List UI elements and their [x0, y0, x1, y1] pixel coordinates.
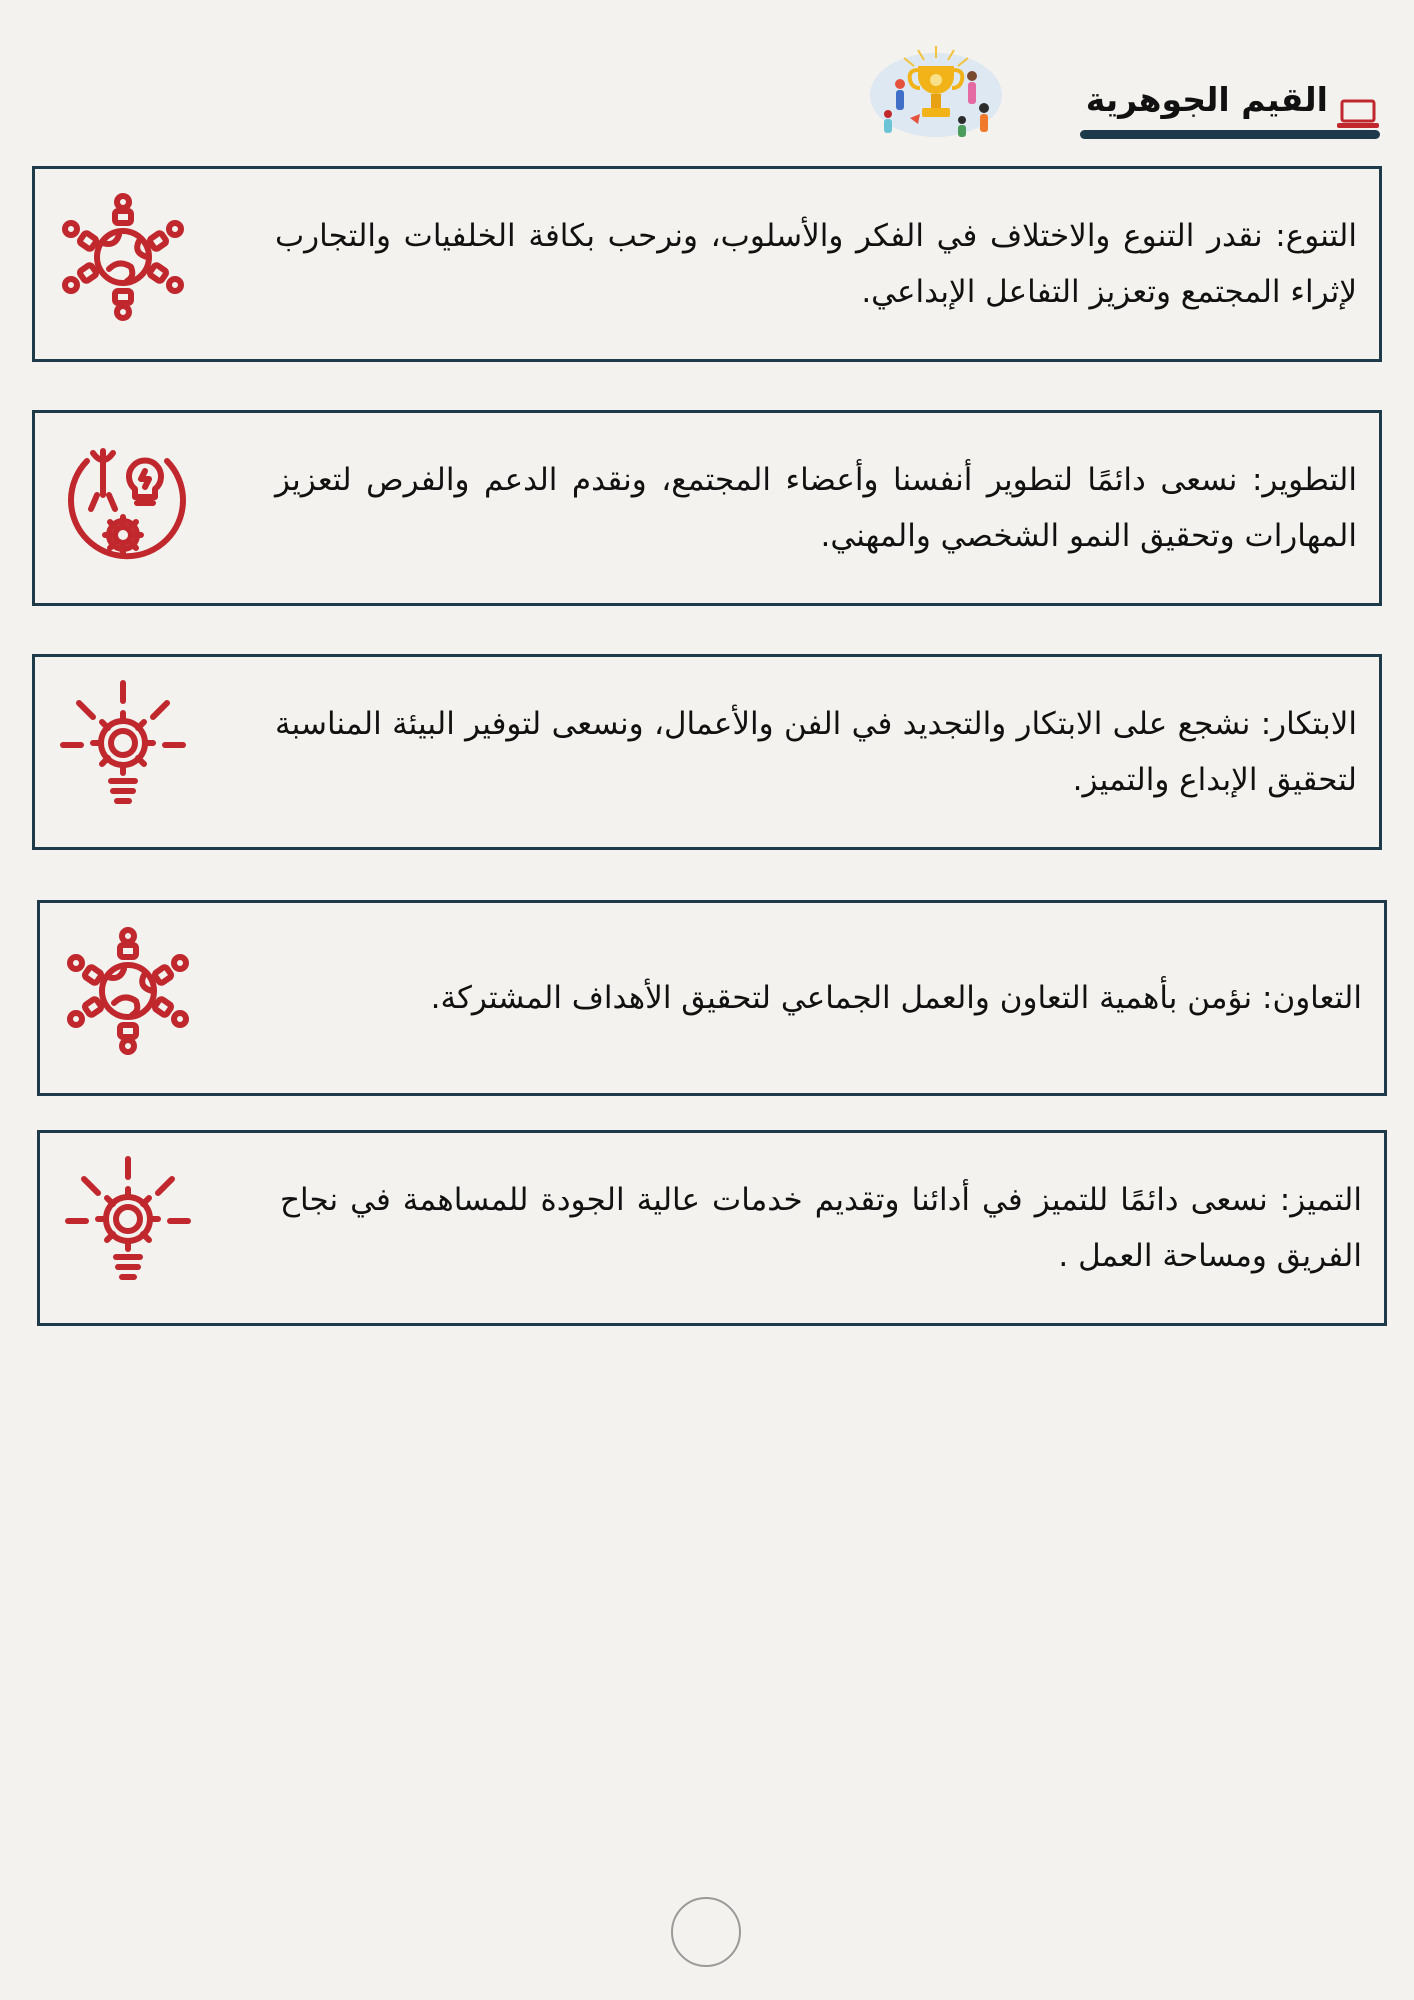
- trophy-team-illustration: [866, 40, 1006, 140]
- value-text: التطوير: نسعى دائمًا لتطوير أنفسنا وأعضاء المجتمع، ونقدم الدعم والفرص لتعزيز المهارات وتحقيق النمو الشخصي والمهني.: [275, 462, 1357, 554]
- page-header: [1080, 80, 1380, 142]
- value-card-diversity: [32, 166, 1382, 362]
- title-underline: [1080, 130, 1380, 139]
- gear-bulb-icon: [58, 1151, 198, 1291]
- value-text: التنوع: نقدر التنوع والاختلاف في الفكر والأسلوب، ونرحب بكافة الخلفيات والتجارب لإثراء المجتمع وتعزيز التفاعل الإبداعي.: [275, 218, 1357, 310]
- value-text: التعاون: نؤمن بأهمية التعاون والعمل الجماعي لتحقيق الأهداف المشتركة.: [430, 980, 1362, 1016]
- gear-bulb-icon: [53, 675, 193, 815]
- laptop-icon: [1336, 98, 1380, 130]
- value-card-innovation: [32, 654, 1382, 850]
- page-title: القيم الجوهرية: [1085, 80, 1328, 119]
- value-card-development: [32, 410, 1382, 606]
- value-text: التميز: نسعى دائمًا للتميز في أدائنا وتقديم خدمات عالية الجودة للمساهمة في نجاح الفريق ومساحة العمل .: [280, 1182, 1362, 1274]
- growth-ideas-icon: [53, 431, 193, 571]
- page-indicator-circle: [671, 1897, 741, 1967]
- globe-network-icon: [53, 187, 193, 327]
- value-text: الابتكار: نشجع على الابتكار والتجديد في الفن والأعمال، ونسعى لتوفير البيئة المناسبة لتحقيق الإبداع والتميز.: [275, 706, 1357, 798]
- globe-network-icon: [58, 921, 198, 1061]
- value-card-excellence: [37, 1130, 1387, 1326]
- value-card-cooperation: [37, 900, 1387, 1096]
